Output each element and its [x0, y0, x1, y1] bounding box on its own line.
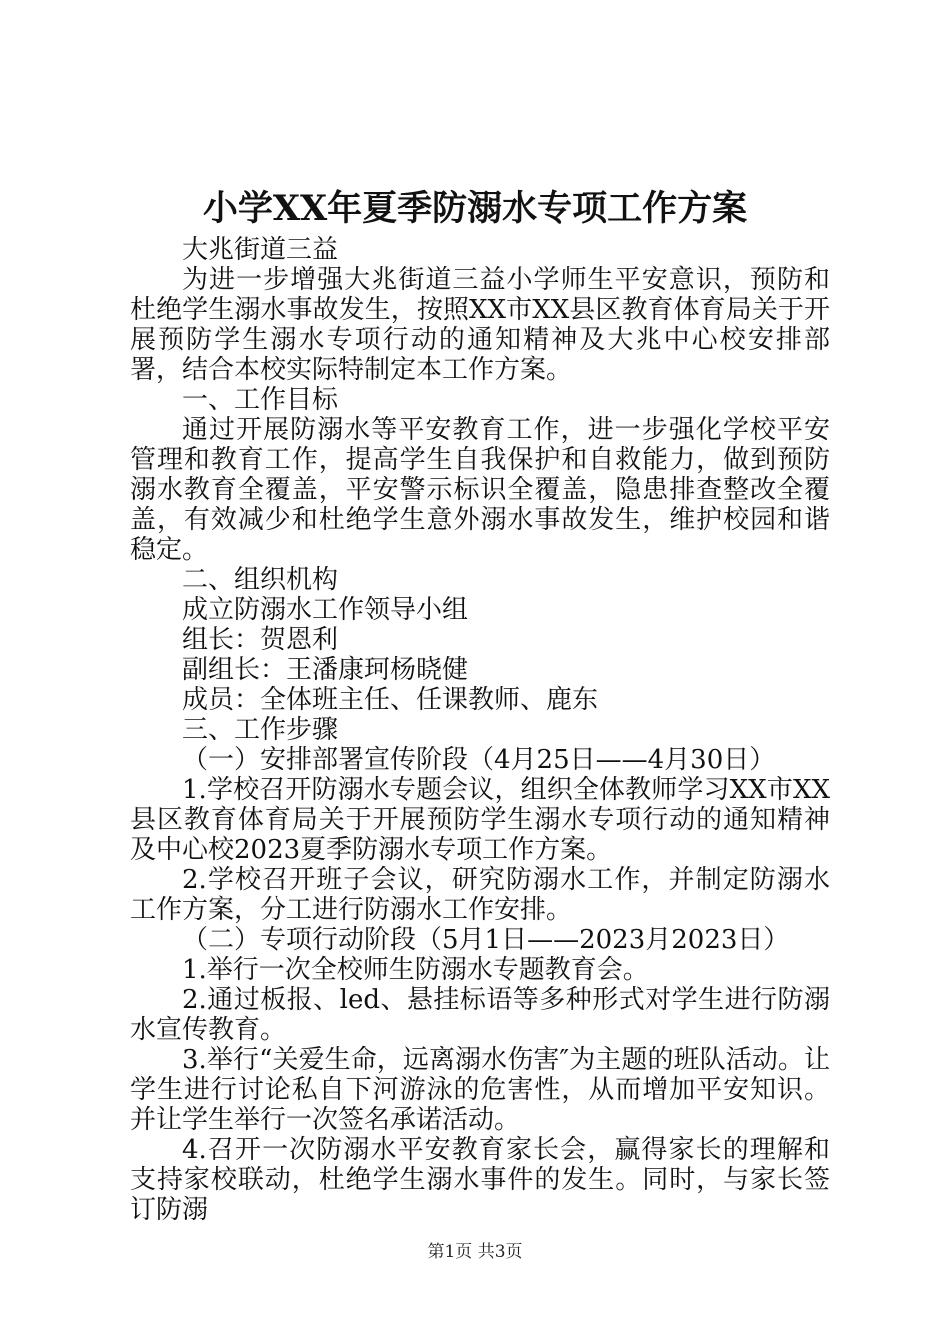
paragraph-school-name: 大兆街道三益 — [182, 235, 339, 265]
paragraph-stage-two-item-4: 4.召开一次防溺水平安教育家长会，赢得家长的理解和支持家校联动，杜绝学生溺水事件的发生。同时，与家长签订防溺 — [130, 1135, 830, 1225]
subheading-stage-two: （二）专项行动阶段（5月1日——2023月2023日） — [182, 925, 790, 955]
paragraph-stage-one-item-1: 1.学校召开防溺水专题会议，组织全体教师学习XX市XX县区教育体育局关于开展预防学生溺水专项行动的通知精神及中心校2023夏季防溺水专项工作方案。 — [130, 775, 830, 865]
heading-work-goal: 一、工作目标 — [182, 385, 339, 415]
page-footer: 第1页 共3页 — [427, 1242, 523, 1262]
heading-organization: 二、组织机构 — [182, 565, 339, 595]
paragraph-stage-two-item-2: 2.通过板报、led、悬挂标语等多种形式对学生进行防溺水宣传教育。 — [130, 985, 830, 1045]
paragraph-stage-two-item-1: 1.举行一次全校师生防溺水专题教育会。 — [182, 955, 649, 985]
document-title: 小学XX年夏季防溺水专项工作方案 — [202, 188, 748, 229]
paragraph-work-goal: 通过开展防溺水等平安教育工作，进一步强化学校平安管理和教育工作，提高学生自我保护和自救能力，做到预防溺水教育全覆盖，平安警示标识全覆盖，隐患排查整改全覆盖，有效减少和杜绝学生意外溺水事故发生，维护校园和谐稳定。 — [130, 415, 830, 565]
paragraph-leading-group: 成立防溺水工作领导小组 — [182, 595, 469, 625]
paragraph-stage-two-item-3: 3.举行“关爱生命，远离溺水伤害″为主题的班队活动。让学生进行讨论私自下河游泳的危害性，从而增加平安知识。并让学生举行一次签名承诺活动。 — [130, 1045, 830, 1135]
paragraph-stage-one-item-2: 2.学校召开班子会议，研究防溺水工作，并制定防溺水工作方案，分工进行防溺水工作安排。 — [130, 865, 830, 925]
subheading-stage-one: （一）安排部署宣传阶段（4月25日——4月30日） — [182, 745, 776, 775]
paragraph-deputy-leader: 副组长：王潘康珂杨晓健 — [182, 655, 469, 685]
heading-work-steps: 三、工作步骤 — [182, 715, 339, 745]
paragraph-group-leader: 组长：贺恩利 — [182, 625, 339, 655]
paragraph-intro: 为进一步增强大兆街道三益小学师生平安意识，预防和杜绝学生溺水事故发生，按照XX市XX县区教育体育局关于开展预防学生溺水专项行动的通知精神及大兆中心校安排部署，结合本校实际特制定本工作方案。 — [130, 265, 830, 385]
paragraph-members: 成员：全体班主任、任课教师、鹿东 — [182, 685, 599, 715]
document-body — [130, 235, 830, 1225]
